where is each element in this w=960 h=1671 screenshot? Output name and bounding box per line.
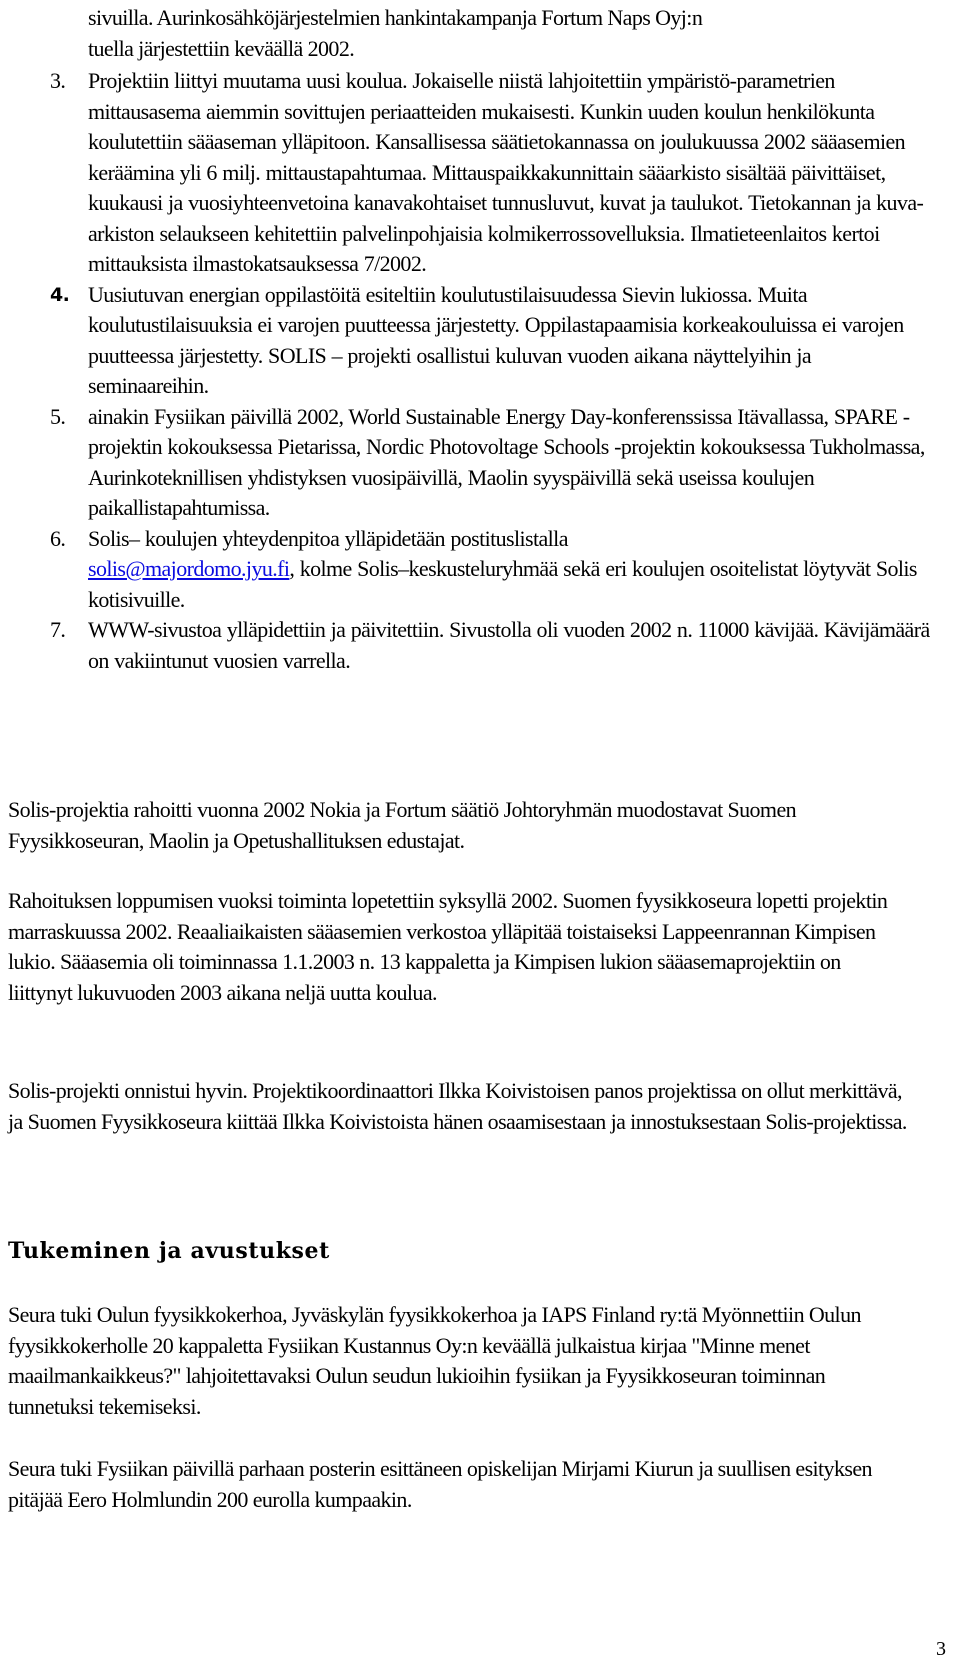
support-paragraph-2: Seura tuki Fysiikan päivillä parhaan posterin esittäneen opiskelijan Mirjami Kiurun ja suullisen esityksen pitäjää Eero Holmlundin 200 eurolla kumpaakin. <box>8 1456 872 1512</box>
continuation-line-2: tuella järjestettiin keväällä 2002. <box>88 35 355 61</box>
list-item-4 <box>50 280 930 402</box>
list-continuation-text <box>50 3 930 64</box>
list-item-number: 7. <box>50 617 66 642</box>
list-item-text: Uusiutuvan energian oppilastöitä esiteltiin koulutustilaisuudessa Sievin lukiossa. Muita koulutustilaisuuksia ei varojen puutteessa järjestetty. Oppilastapaamisia korkeakouluissa ei varojen puutteessa järjestetty. SOLIS – projekti osallistui kuluvan vuoden aikana näyttelyihin ja seminaareihin. <box>88 281 904 398</box>
list-item-text-before-link: Solis– koulujen yhteydenpitoa ylläpidetään postituslistalla <box>88 525 568 551</box>
list-item-number: 5. <box>50 403 66 429</box>
list-item-number: 6. <box>50 525 66 551</box>
mailing-list-email-link[interactable]: solis@majordomo.jyu.fi <box>88 556 290 581</box>
list-item-5 <box>50 402 930 524</box>
discontinuation-paragraph: Rahoituksen loppumisen vuoksi toiminta lopetettiin syksyllä 2002. Suomen fyysikkoseura lopetti projektin marraskuussa 2002. Reaaliaikaisten sääasemien verkostoa ylläpitää toistaiseksi Lappeenrannan Kimpisen lukio. Sääasemia oli toiminnassa 1.1.2003 n. 13 kappaletta ja Kimpisen lukion sääasemaprojektiin on liittynyt lukuvuoden 2003 aikana neljä uutta koulua. <box>8 888 888 1005</box>
continuation-line-1: sivuilla. Aurinkosähköjärjestelmien hankintakampanja Fortum Naps Oyj:n <box>88 5 703 30</box>
list-item-text-after-link: , kolme Solis–keskusteluryhmää sekä eri koulujen osoitelistat löytyvät Solis kotisivuille. <box>88 556 917 612</box>
list-item-number: 3. <box>50 68 66 93</box>
numbered-list <box>50 3 930 676</box>
list-item-7 <box>50 615 930 676</box>
list-item-3 <box>50 66 930 280</box>
list-item-number: 4. <box>50 283 70 306</box>
section-heading: Tukeminen ja avustukset <box>8 1238 330 1264</box>
list-item-text: ainakin Fysiikan päivillä 2002, World Sustainable Energy Day-konferenssissa Itävallassa, SPARE - projektin kokouksessa Pietarissa, Nordic Photovoltage Schools -projektin kokouksessa Tukholmassa, Aurinkoteknillisen yhdistyksen vuosipäivillä, Maolin syyspäivillä sekä useissa koulujen paikallistapahtumissa. <box>88 403 925 520</box>
list-item-text: Projektiin liittyi muutama uusi koulua. Jokaiselle niistä lahjoitettiin ympäristö-parametrien mittausasema aiemmin sovittujen periaatteiden mukaisesti. Kunkin uuden koulun henkilökunta koulutettiin sääaseman ylläpitoon. Kansallisessa säätietokannassa on joulukuussa 2002 sääasemien keräämina yli 6 milj. mittaustapahtumaa. Mittauspaikkakunnittain sääarkisto sisältää päivittäiset, kuukausi ja vuosiyhteenvetoina kanavakohtaiset tunnusluvut, kuvat ja taulukot. Tietokannan ja kuva-arkiston selaukseen kehitettiin palvelinpohjaisia kolmikerrossovelluksia. Ilmatieteenlaitos kertoi mittauksista ilmastokatsauksessa 7/2002. <box>88 68 924 276</box>
funding-paragraph: Solis-projektia rahoitti vuonna 2002 Nokia ja Fortum säätiö Johtoryhmän muodostavat Suomen Fyysikkoseuran, Maolin ja Opetushallituksen edustajat. <box>8 797 797 853</box>
list-item-6 <box>50 524 930 616</box>
acknowledgement-paragraph: Solis-projekti onnistui hyvin. Projektikoordinaattori Ilkka Koivistoisen panos projektissa on ollut merkittävä, ja Suomen Fyysikkoseura kiittää Ilkka Koivistoista hänen osaamisestaan ja innostuksestaan Solis-projektissa. <box>8 1078 907 1134</box>
support-paragraph-1: Seura tuki Oulun fyysikkokerhoa, Jyväskylän fyysikkokerhoa ja IAPS Finland ry:tä Myönnettiin Oulun fyysikkokerholle 20 kappaletta Fysiikan Kustannus Oy:n keväällä julkaistua kirjaa "Minne menet maailmankaikkeus?" lahjoitettavaksi Oulun seudun lukioihin fysiikan ja Fyysikkoseuran toiminnan tunnetuksi tekemiseksi. <box>8 1302 861 1419</box>
page-number: 3 <box>936 1638 946 1660</box>
list-item-text: WWW-sivustoa ylläpidettiin ja päivitettiin. Sivustolla oli vuoden 2002 n. 11000 kävijää. Kävijämäärä on vakiintunut vuosien varrella. <box>88 617 930 673</box>
